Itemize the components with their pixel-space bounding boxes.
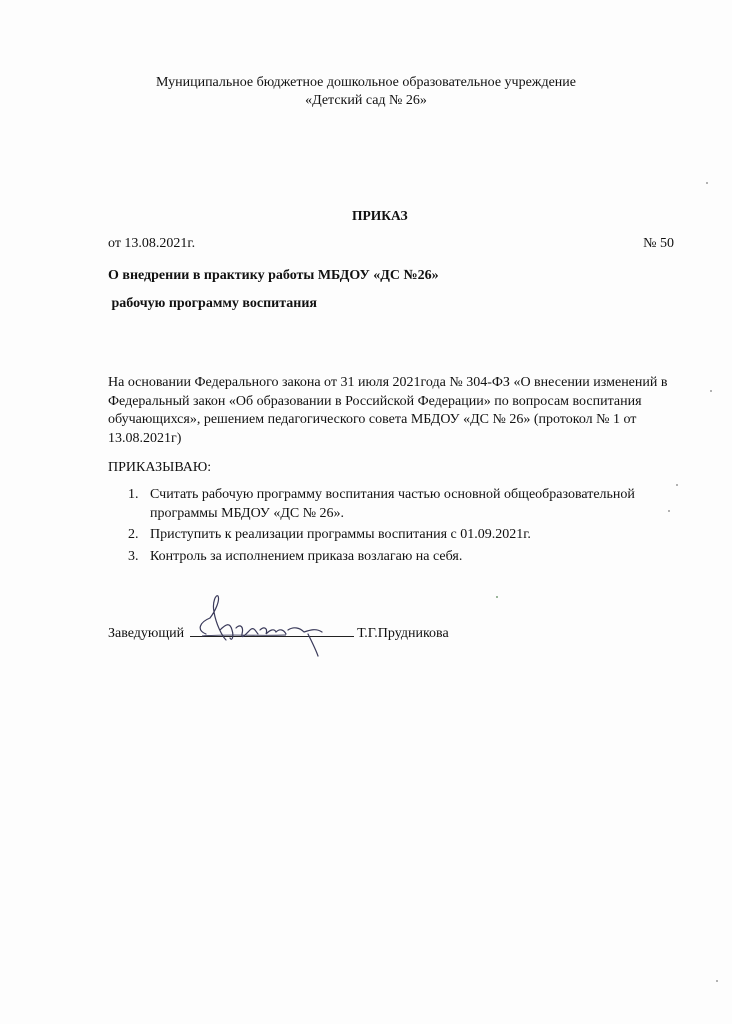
scan-speck xyxy=(668,510,670,512)
institution-header xyxy=(0,74,732,110)
list-item xyxy=(108,526,668,545)
list-item-text: Приступить к реализации программы воспитания с 01.09.2021г. xyxy=(150,527,531,542)
list-item-text: Считать рабочую программу воспитания частью основной общеобразовательной программы МБДОУ «ДС № 26». xyxy=(150,487,635,521)
list-item-text: Контроль за исполнением приказа возлагаю на себя. xyxy=(150,548,463,564)
list-item-number: 1. xyxy=(128,487,139,502)
scan-speck xyxy=(676,484,678,486)
signatory-position: Заведующий xyxy=(108,626,185,641)
institution-name: Муниципальное бюджетное дошкольное образовательное учреждение xyxy=(156,75,576,90)
scan-speck xyxy=(710,390,712,392)
order-basis-paragraph: На основании Федерального закона от 31 июля 2021года № 304-ФЗ «О внесении изменений в Федеральный закон «Об образовании в Российской Федерации» по вопросам воспитания обучающихся», решением педагогического совета МБДОУ «ДС № 26» (протокол № 1 от 13.08.2021г) xyxy=(108,375,668,446)
order-title: ПРИКАЗ xyxy=(352,208,408,223)
handwritten-signature xyxy=(186,590,346,660)
signatory-name: Т.Г.Прудникова xyxy=(357,626,449,641)
order-subject-line-1: О внедрении в практику работы МБДОУ «ДС №26» xyxy=(108,268,439,283)
directive-label: ПРИКАЗЫВАЮ: xyxy=(108,460,212,475)
list-item-number: 3. xyxy=(128,548,139,564)
scan-speck xyxy=(716,980,718,982)
scan-speck xyxy=(706,182,708,184)
list-item-number: 2. xyxy=(128,527,139,542)
order-date: от 13.08.2021г. xyxy=(108,236,196,251)
order-number: № 50 xyxy=(643,236,674,251)
list-item xyxy=(108,548,668,567)
order-subject-line-2: рабочую программу воспитания xyxy=(108,296,317,311)
directive-list xyxy=(108,486,668,569)
list-item xyxy=(108,486,668,523)
institution-short-name: «Детский сад № 26» xyxy=(305,93,427,108)
scan-speck xyxy=(496,596,498,598)
